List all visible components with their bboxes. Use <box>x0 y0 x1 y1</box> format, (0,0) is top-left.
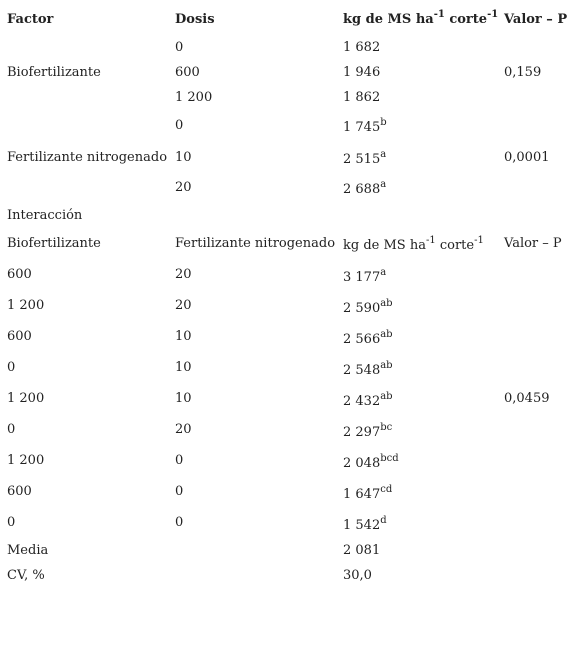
s1-row2-dosis: 1 200 <box>175 90 213 105</box>
s1-row2-value: 1 862 <box>343 90 381 105</box>
int-row3-bio: 0 <box>7 360 16 375</box>
int-row1-bio: 1 200 <box>7 298 45 313</box>
s1-row1-value: 1 946 <box>343 65 381 80</box>
int-header-fert: Fertilizante nitrogenado <box>175 236 336 251</box>
int-row4-value: 2 $432^{ab}$ <box>343 390 393 409</box>
int-row2-value: 2 $566^{ab}$ <box>343 328 393 347</box>
int-row3-fert: 10 <box>175 360 192 375</box>
s1-row1-dosis: 600 <box>175 65 200 80</box>
int-row2-fert: 10 <box>175 329 192 344</box>
int-row2-bio: 600 <box>7 329 32 344</box>
header-factor: Factor <box>7 12 54 27</box>
int-row4-bio: 1 200 <box>7 391 45 406</box>
header-yield: kg de MS $ha^{-1}$ corte$^{-1}$ <box>343 8 499 27</box>
s1-row5-dosis: 20 <box>175 180 192 195</box>
int-row7-value: 1 $647^{cd}$ <box>343 483 393 502</box>
int-row0-bio: 600 <box>7 267 32 282</box>
int-row8-value: 1 542$^d$ <box>343 514 387 533</box>
int-row7-bio: 600 <box>7 484 32 499</box>
s1-row4-p: 0,0001 <box>504 150 550 165</box>
s1-row1-factor: Biofertilizante <box>7 65 101 80</box>
media-value: 2 081 <box>343 543 381 558</box>
s1-row0-dosis: 0 <box>175 40 184 55</box>
int-row0-fert: 20 <box>175 267 192 282</box>
s1-row0-value: 1 682 <box>343 40 381 55</box>
int-row8-fert: 0 <box>175 515 184 530</box>
s1-row5-value: 2 688$^a$ <box>343 178 387 197</box>
int-header-valor-p: Valor – P <box>504 236 562 251</box>
int-header-bio: Biofertilizante <box>7 236 101 251</box>
s1-row4-dosis: 10 <box>175 150 192 165</box>
s1-row4-factor: Fertilizante nitrogenado <box>7 150 168 165</box>
int-row8-bio: 0 <box>7 515 16 530</box>
int-row1-value: 2 $590^{ab}$ <box>343 297 393 316</box>
int-row4-p: 0,0459 <box>504 391 550 406</box>
int-row6-fert: 0 <box>175 453 184 468</box>
int-row6-value: 2 $048^{bcd}$ <box>343 452 399 471</box>
s1-row4-value: 2 515$^a$ <box>343 148 387 167</box>
cv-value: 30,0 <box>343 568 372 583</box>
int-row5-bio: 0 <box>7 422 16 437</box>
media-label: Media <box>7 543 49 558</box>
int-header-yield: kg de MS $ha^{-1}$ corte$^{-1}$ <box>343 234 484 253</box>
header-valor-p: Valor – P <box>504 12 568 27</box>
header-dosis: Dosis <box>175 12 215 27</box>
cv-label: CV, % <box>7 568 45 583</box>
int-row1-fert: 20 <box>175 298 192 313</box>
s1-row3-value: 1 745$^b$ <box>343 116 387 135</box>
int-row7-fert: 0 <box>175 484 184 499</box>
int-row0-value: 3 177$^a$ <box>343 266 387 285</box>
interaccion-title: Interacción <box>7 208 83 223</box>
int-row4-fert: 10 <box>175 391 192 406</box>
int-row3-value: 2 $548^{ab}$ <box>343 359 393 378</box>
int-row5-value: 2 $297^{bc}$ <box>343 421 393 440</box>
s1-row3-dosis: 0 <box>175 118 184 133</box>
int-row5-fert: 20 <box>175 422 192 437</box>
s1-row1-p: 0,159 <box>504 65 542 80</box>
int-row6-bio: 1 200 <box>7 453 45 468</box>
